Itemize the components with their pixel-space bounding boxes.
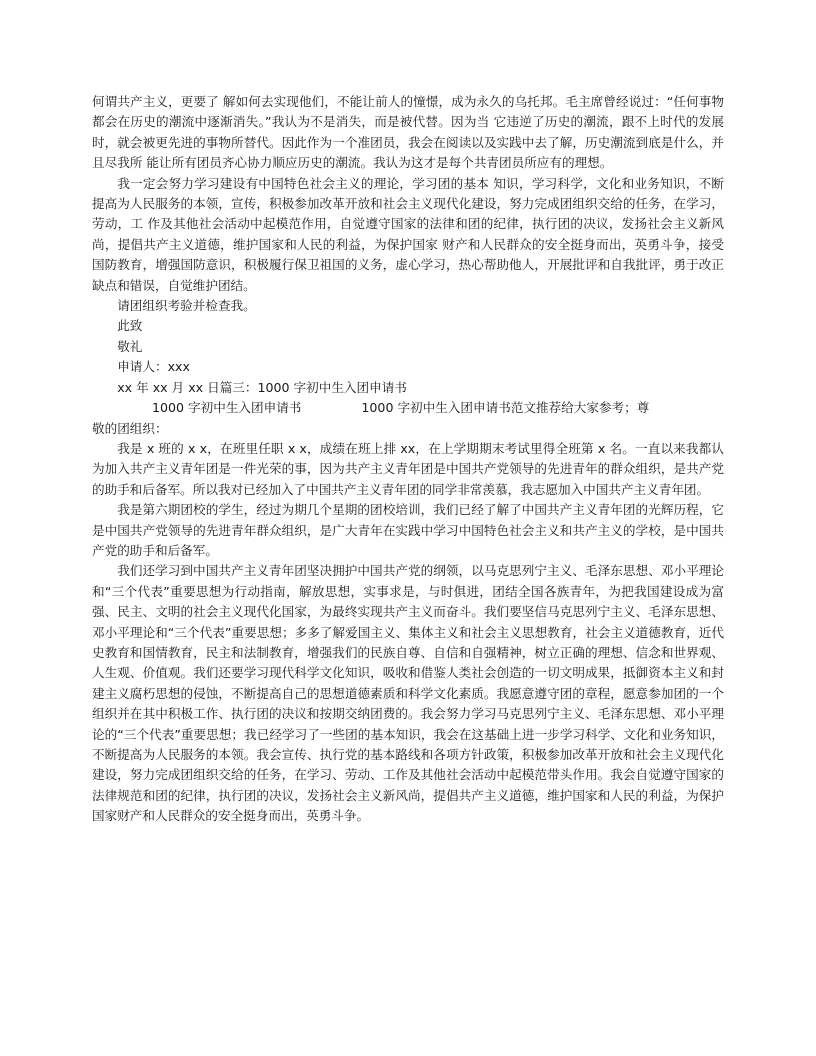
greeting-line: 敬的团组织： — [92, 420, 168, 436]
document-body — [92, 92, 724, 827]
paragraph-5: 我们还学习到中国共产主义青年团坚决拥护中国共产党的纲领，以马克思列宁主义、毛泽东思想、邓小平理论和“三个代表”重要思想为行动指南，解放思想，实事求是，与时俱进，团结全国各族青年，为把我国建设成为富强、民主、文明的社会主义现代化国家，为最终实现共产主义而奋斗。我们要坚信马克思列宁主义、毛泽东思想、邓小平理论和“三个代表”重要思想；多多了解爱国主义、集体主义和社会主义思想教育，社会主义道德教育，近代史教育和国情教育，民主和法制教育，增强我们的民族自尊、自信和自强精神，树立正确的理想、信念和世界观、人生观、价值观。我们还要学习现代科学文化知识，吸收和借鉴人类社会创造的一切文明成果，抵御资本主义和封建主义腐朽思想的侵蚀，不断提高自己的思想道德素质和科学文化素质。我愿意遵守团的章程，愿意参加团的一个组织并在其中积极工作、执行团的决议和按期交纳团费的。我会努力学习马克思列宁主义、毛泽东思想、邓小平理论的“三个代表”重要思想；我已经学习了一些团的基本知识，我会在这基础上进一步学习科学、文化和业务知识，不断提高为人民服务的本领。我会宣传、执行党的基本路线和各项方针政策，积极参加改革开放和社会主义现代化建设，努力完成团组织交给的任务，在学习、劳动、工作及其他社会活动中起模范带头作用。我会自觉遵守国家的法律规范和团的纪律，执行团的决议，发扬社会主义新风尚，提倡共产主义道德，维护国家和人民的利益，为保护国家财产和人民群众的安全挺身而出，英勇斗争。 — [92, 563, 724, 824]
paragraph-2: 我一定会努力学习建设有中国特色社会主义的理论，学习团的基本 知识，学习科学，文化和业务知识，不断提高为人民服务的本领，宣传，积极参加改革开放和社会主义现代化建设，努力完成团组织交给的任务，在学习，劳动，工 作及其他社会活动中起模范作用，自觉遵守国家的法律和团的纪律，执行团的决议，发扬社会主义新风尚，提倡共产主义道德，维护国家和人民的利益，为保护国家 财产和人民群众的安全挺身而出，英勇斗争，接受国防教育，增强国防意识，积极履行保卫祖国的义务，虚心学习，热心帮助他人，开展批评和自我批评，勇于改正 缺点和错误，自觉维护团结。 — [92, 175, 724, 293]
salute-line-2: 敬礼 — [117, 338, 143, 354]
subtitle-a: 1000 字初中生入团申请书 — [152, 400, 302, 416]
applicant-line: 申请人：xxx — [117, 359, 190, 375]
closing-line: 请团组织考验并检查我。 — [117, 298, 256, 314]
subtitle-line — [92, 398, 724, 418]
paragraph-4: 我是第六期团校的学生，经过为期几个星期的团校培训，我们已经了解了中国共产主义青年团的光辉历程，它是中国共产党领导的先进青年群众组织，是广大青年在实践中学习中国特色社会主义和共产主义的学校，是中国共产党的助手和后备军。 — [92, 502, 724, 558]
paragraph-3: 我是 x 班的 x x，在班里任职 x x，成绩在班上排 xx，在上学期期末考试里得全班第 x 名。一直以来我都认为加入共产主义青年团是一件光荣的事，因为共产主义青年团是中国共产党领导的先进青年的群众组织，是共产党的助手和后备军。所以我对已经加入了中国共产主义青年团的同学非常羡慕，我志愿加入中国共产主义青年团。 — [92, 440, 724, 497]
date-title-line: xx 年 xx 月 xx 日篇三：1000 字初中生入团申请书 — [117, 379, 407, 395]
salute-line-1: 此致 — [117, 318, 143, 334]
paragraph-1: 何谓共产主义，更要了 解如何去实现他们，不能让前人的憧憬，成为永久的乌托邦。毛主席曾经说过：“任何事物都会在历史的潮流中逐渐消失。”我认为不是消失，而是被代替。因为当 它违逆了历史的潮流，跟不上时代的发展时，就会被更先进的事物所替代。因此作为一个准团员，我会在阅读以及实践中去了解，历史潮流到底是什么，并且尽我所 能让所有团员齐心协力顺应历史的潮流。我认为这才是每个共青团员所应有的理想。 — [92, 94, 724, 171]
subtitle-b: 1000 字初中生入团申请书范文推荐给大家参考；尊 — [361, 400, 650, 416]
